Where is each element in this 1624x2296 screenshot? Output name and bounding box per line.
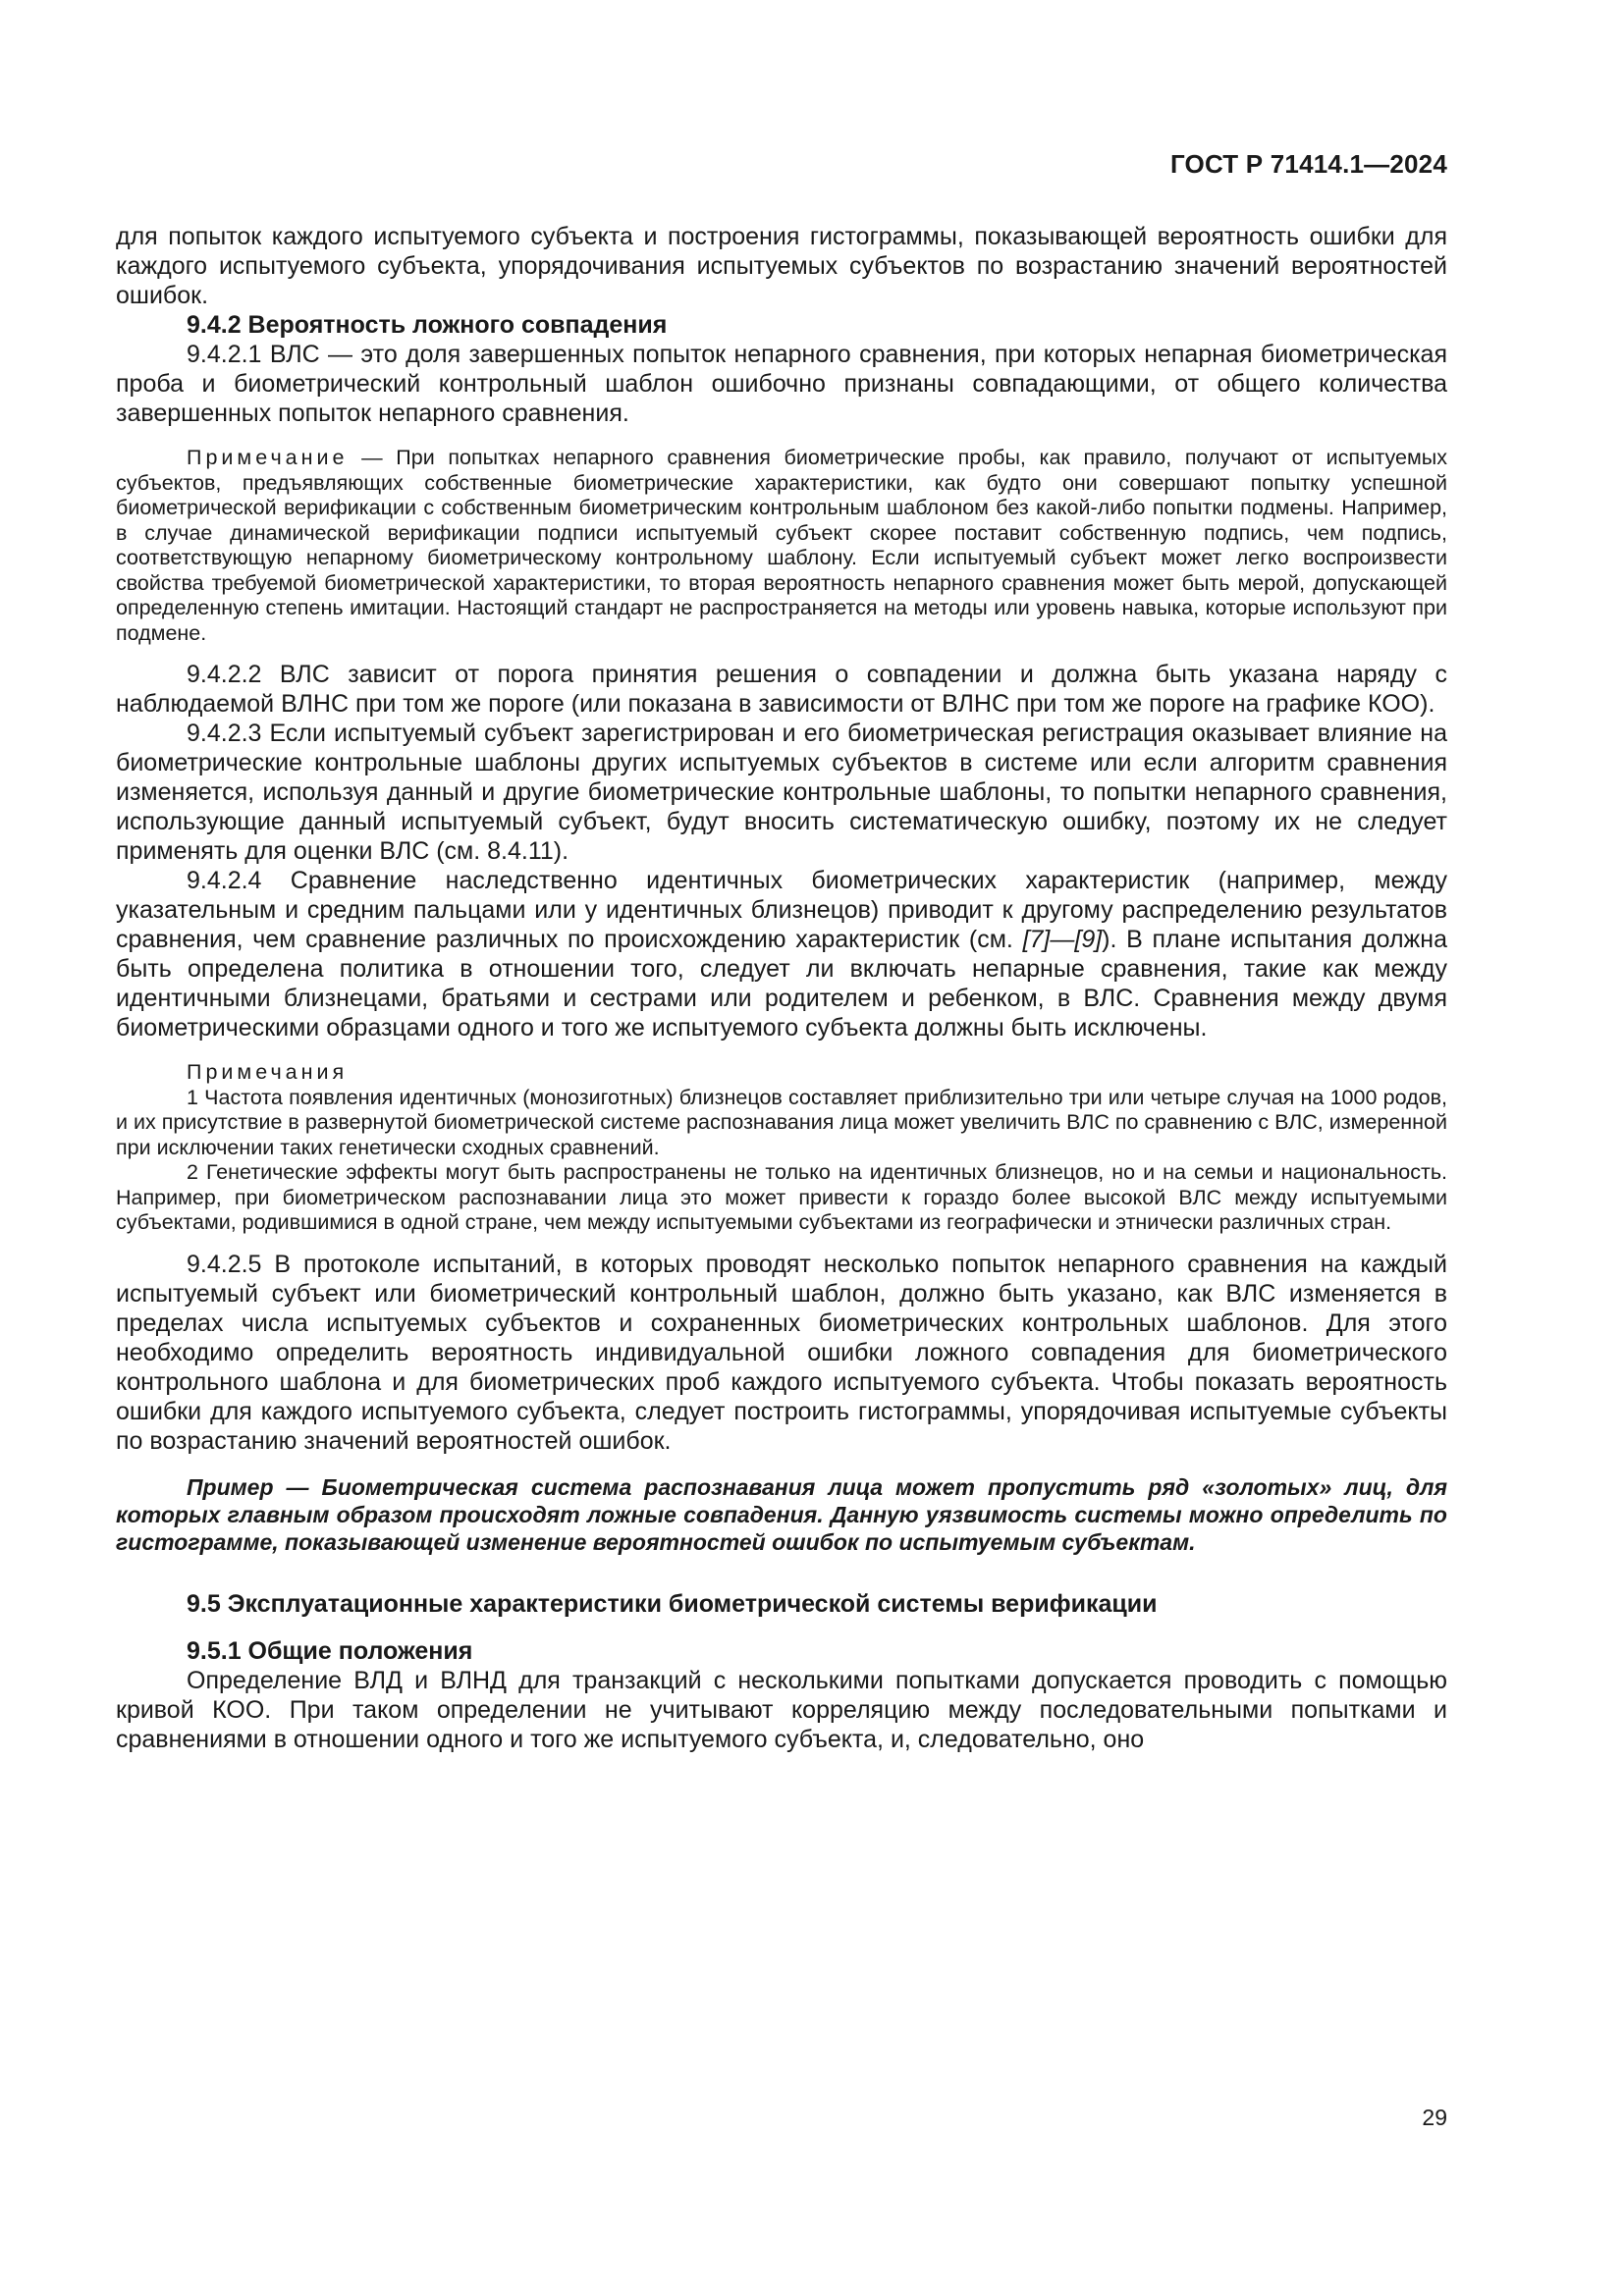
note-1-text: — При попытках непарного сравнения биометрические пробы, как правило, получают от испытуемых субъектов, предъявляющих собственные биометрические характеристики, как будто они совершают попытку успешной биометрической верификации с собственным биометрическим контрольным шаблоном без какой-либо попытки подмены. Например, в случае динамической верификации подписи испытуемый субъект скорее поставит собственную подпись, чем подпись, соответствующую непарному биометрическому контрольному шаблону. Если испытуемый субъект может легко воспроизвести свойства требуемой биометрической характеристики, то вторая вероятность непарного сравнения может быть мерой, допускающей определенную степень имитации. Настоящий стандарт не распространяется на методы или уровень навыка, которые используют при подмене. (116, 446, 1447, 645)
clause-9-4-2-4-part-b: ). В плане испытания должна быть определена политика в отношении того, следует ли включать непарные сравнения, такие как между идентичными близнецами, братьями и сестрами или родителем и ребенком, в ВЛС. Сравнения между двумя биометрическими образцами одного и того же испытуемого субъекта должны быть исключены. (116, 926, 1447, 1041)
example-paragraph: Пример — Биометрическая система распознавания лица может пропустить ряд «золотых» лиц, для которых главным образом происходят ложные совпадения. Данную уязвимость системы можно определить по гистограмме, показывающей изменение вероятностей ошибок по испытуемым субъектам. (116, 1473, 1447, 1555)
clause-9-4-2-1: 9.4.2.1 ВЛС — это доля завершенных попыток непарного сравнения, при которых непарная биометрическая проба и биометрический контрольный шаблон ошибочно признаны совпадающими, от общего количества завершенных попыток непарного сравнения. (116, 341, 1447, 427)
clause-9-4-2-5: 9.4.2.5 В протоколе испытаний, в которых проводят несколько попыток непарного сравнения на каждый испытуемый субъект или биометрический контрольный шаблон, должно быть указано, как ВЛС изменяется в пределах числа испытуемых субъектов и сохраненных биометрических контрольных шаблонов. Для этого необходимо определить вероятность индивидуальной ошибки ложного совпадения для биометрического контрольного шаблона и для биометрических проб каждого испытуемого субъекта. Чтобы показать вероятность ошибки для каждого испытуемого субъекта, следует построить гистограммы, упорядочивая испытуемые субъекты по возрастанию значений вероятностей ошибок. (116, 1250, 1447, 1455)
clause-9-4-2-2: 9.4.2.2 ВЛС зависит от порога принятия решения о совпадении и должна быть указана наряду с наблюдаемой ВЛНС при том же пороге (или показана в зависимости от ВЛНС при том же пороге на графике КОО). (116, 661, 1447, 718)
note-item-2: 2 Генетические эффекты могут быть распространены не только на идентичных близнецов, но и на семьи и национальность. Например, при биометрическом распознавании лица это может привести к гораздо более высокой ВЛС между испытуемыми субъектами, родившимися в одной стране, чем между испытуемыми субъектами из географически и этнически различных стран. (116, 1160, 1447, 1234)
page-content (116, 222, 1447, 1754)
bibliography-reference: [7]—[9] (1022, 926, 1103, 953)
note-block-1 (116, 446, 1447, 646)
heading-9-5: 9.5 Эксплуатационные характеристики биометрической системы верификации (187, 1589, 1158, 1618)
continued-paragraph: для попыток каждого испытуемого субъекта и построения гистограммы, показывающей вероятность ошибки для каждого испытуемого субъекта, упорядочивания испытуемых субъектов по возрастанию значений вероятностей ошибок. (116, 223, 1447, 309)
document-standard-number: ГОСТ Р 71414.1—2024 (1169, 149, 1447, 179)
note-1 (116, 446, 1447, 646)
clause-9-4-2-3: 9.4.2.3 Если испытуемый субъект зарегистрирован и его биометрическая регистрация оказывает влияние на биометрические контрольные шаблоны других испытуемых субъектов в системе или если алгоритм сравнения изменяется, используя данный и другие биометрические контрольные шаблоны, то попытки непарного сравнения, использующие данный испытуемый субъект, будут вносить систематическую ошибку, поэтому их не следует применять для оценки ВЛС (см. 8.4.11). (116, 720, 1447, 865)
clause-9-5-1-text: Определение ВЛД и ВЛНД для транзакций с несколькими попытками допускается проводить с помощью кривой КОО. При таком определении не учитывают корреляцию между последовательными попытками и сравнениями в отношении одного и того же испытуемого субъекта, и, следовательно, оно (116, 1666, 1447, 1753)
page-number: 29 (1422, 2105, 1447, 2130)
clause-9-4-2-4-part-a: 9.4.2.4 Сравнение наследственно идентичных биометрических характеристик (например, между указательным и средним пальцами или у идентичных близнецов) приводит к другому распределению результатов сравнения, чем сравнение различных по происхождению характеристик (см. (116, 867, 1447, 953)
heading-9-4-2: 9.4.2 Вероятность ложного совпадения (187, 311, 668, 339)
notes-block-2 (116, 1060, 1447, 1236)
note-item-1: 1 Частота появления идентичных (монозиготных) близнецов составляет приблизительно три или четыре случая на 1000 родов, и их присутствие в развернутой биометрической системе распознавания лица может увеличить ВЛС по сравнению с ВЛС, измеренной при исключении таких генетически сходных сравнений. (116, 1085, 1447, 1159)
heading-9-5-1: 9.5.1 Общие положения (187, 1636, 473, 1665)
clause-9-4-2-4 (116, 866, 1447, 1042)
notes-title: Примечания (187, 1060, 349, 1084)
note-1-label: Примечание (187, 446, 349, 469)
